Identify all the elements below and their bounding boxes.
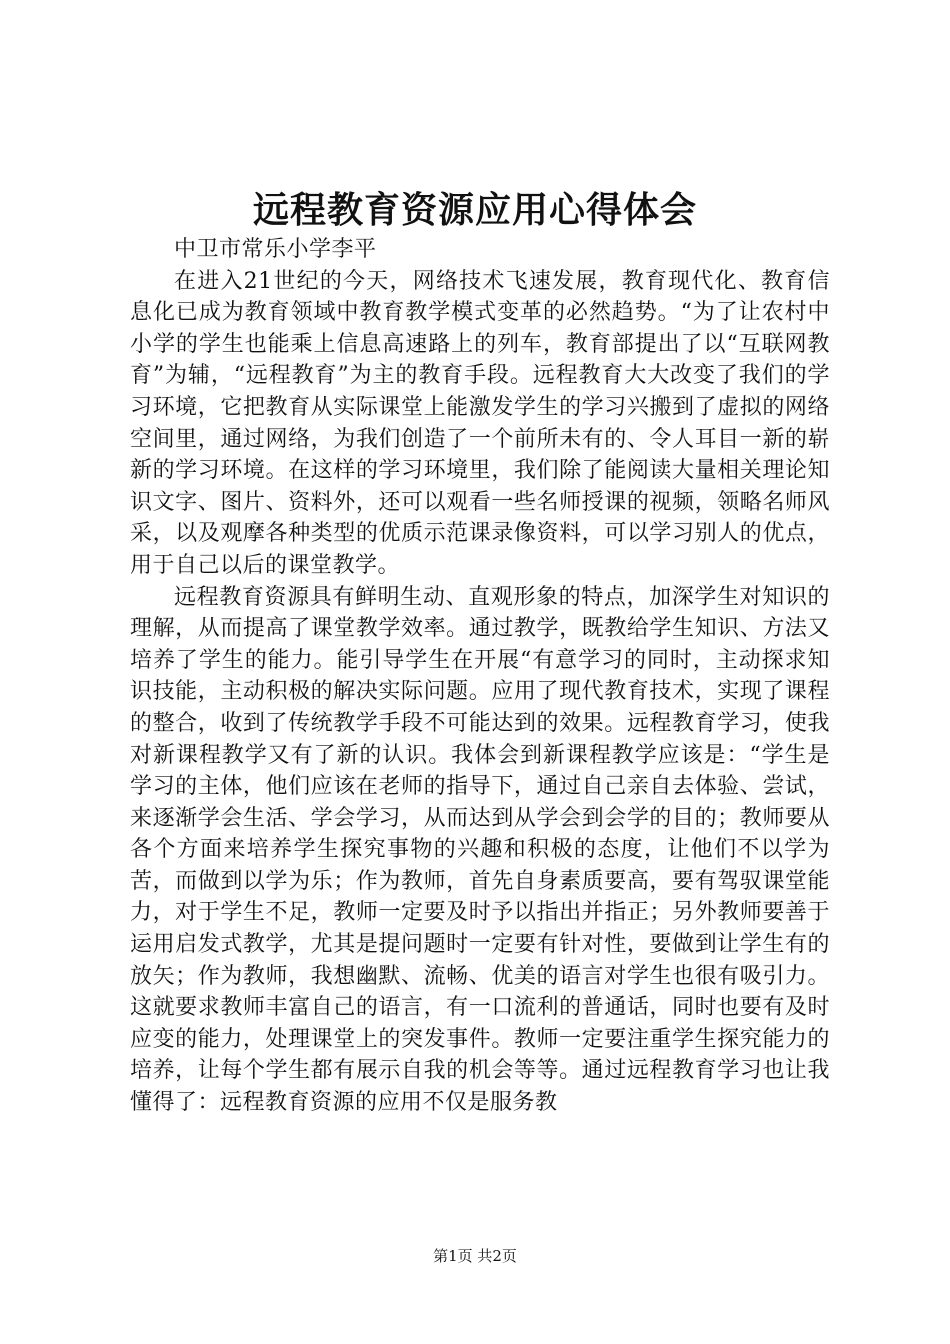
page-indicator: 第1页 共2页 [433, 1247, 517, 1265]
page-footer [0, 1246, 950, 1266]
document-body [130, 234, 830, 1119]
paragraph-1: 在进入21世纪的今天，网络技术飞速发展，教育现代化、教育信息化已成为教育领域中教育教学模式变革的必然趋势。“为了让农村中小学的学生也能乘上信息高速路上的列车，教育部提出了以“互联网教育”为辅，“远程教育”为主的教育手段。远程教育大大改变了我们的学习环境，它把教育从实际课堂上能激发学生的学习兴搬到了虚拟的网络空间里，通过网络，为我们创造了一个前所未有的、令人耳目一新的崭新的学习环境。在这样的学习环境里，我们除了能阅读大量相关理论知识文字、图片、资料外，还可以观看一些名师授课的视频，领略名师风采，以及观摩各种类型的优质示范课录像资料，可以学习别人的优点，用于自己以后的课堂教学。 [130, 268, 830, 578]
document-title: 远程教育资源应用心得体会 [252, 189, 697, 231]
paragraph-2: 远程教育资源具有鲜明生动、直观形象的特点，加深学生对知识的理解，从而提高了课堂教学效率。通过教学，既教给学生知识、方法又培养了学生的能力。能引导学生在开展“有意学习的同时，主动探求知识技能，主动积极的解决实际问题。应用了现代教育技术，实现了课程的整合，收到了传统教学手段不可能达到的效果。远程教育学习，使我对新课程教学又有了新的认识。我体会到新课程教学应该是：“学生是学习的主体，他们应该在老师的指导下，通过自己亲自去体验、尝试，来逐渐学会生活、学会学习，从而达到从学会到会学的目的；教师要从各个方面来培养学生探究事物的兴趣和积极的态度，让他们不以学为苦，而做到以学为乐；作为教师，首先自身素质要高，要有驾驭课堂能力，对于学生不足，教师一定要及时予以指出并指正；另外教师要善于运用启发式教学，尤其是提问题时一定要有针对性，要做到让学生有的放矢；作为教师，我想幽默、流畅、优美的语言对学生也很有吸引力。这就要求教师丰富自己的语言，有一口流利的普通话，同时也要有及时应变的能力，处理课堂上的突发事件。教师一定要注重学生探究能力的培养，让每个学生都有展示自我的机会等等。通过远程教育学习也让我懂得了：远程教育资源的应用不仅是服务教 [130, 584, 830, 1116]
author-line: 中卫市常乐小学李平 [174, 237, 377, 262]
